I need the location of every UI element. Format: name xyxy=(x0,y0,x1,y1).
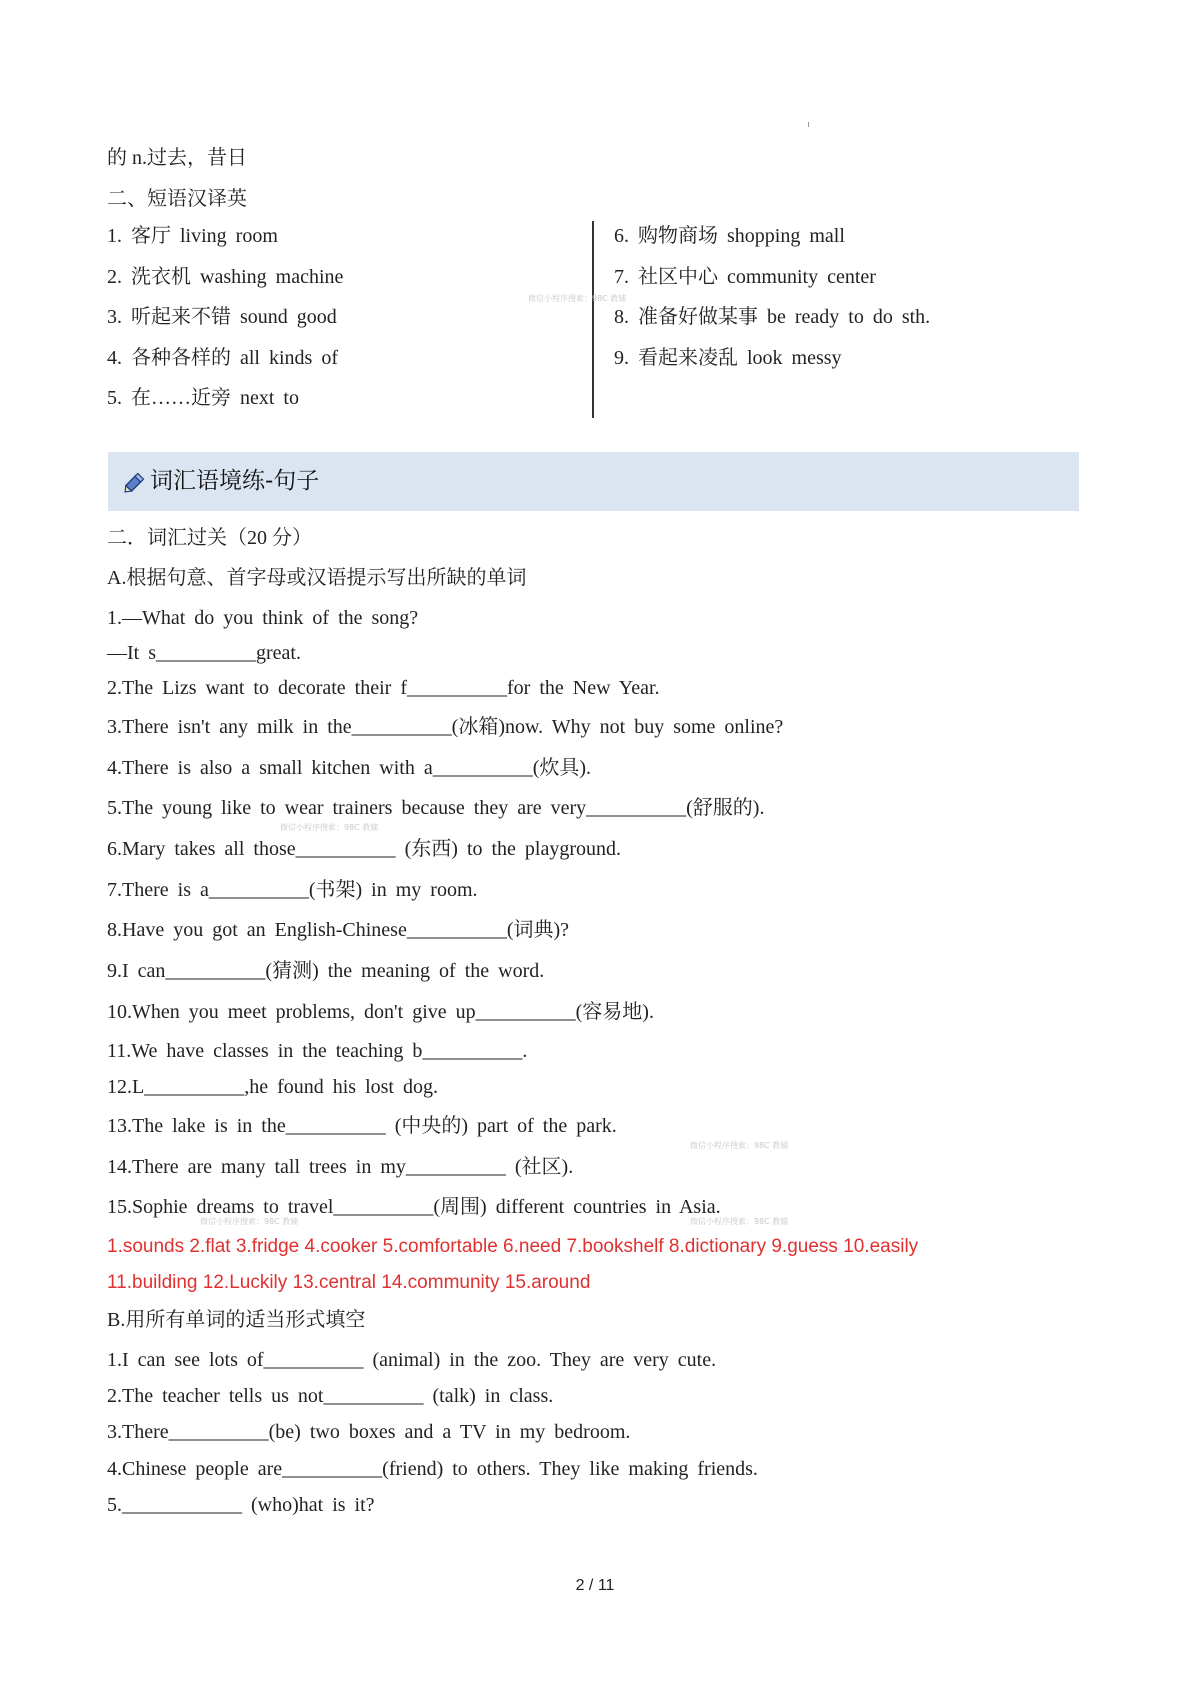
phrase-item: 7. 社区中心 community center xyxy=(614,265,876,288)
page-number: 2 / 11 xyxy=(575,1577,615,1594)
watermark: 微信小程序搜索：98C 教辅 xyxy=(690,1141,789,1150)
section-banner xyxy=(108,452,1079,511)
phrase-item: 5. 在……近旁 next to xyxy=(107,387,299,409)
exercise-item: —It s__________great. xyxy=(107,642,301,664)
exercise-item: 12.L__________,he found his lost dog. xyxy=(107,1076,438,1098)
phrase-item: 8. 准备好做某事 be ready to do sth. xyxy=(614,306,931,328)
exercise-item: 9.I can__________(猜测) the meaning of the word. xyxy=(107,960,545,982)
watermark: 微信小程序搜索：98C 教辅 xyxy=(690,1217,789,1226)
exercise-item: 7.There is a__________(书架) in my room. xyxy=(107,879,478,901)
banner-title: 词汇语境练-句子 xyxy=(150,468,320,494)
exercise-item: 2.The Lizs want to decorate their f__________for the New Year. xyxy=(107,677,660,699)
phrase-item: 4. 各种各样的 all kinds of xyxy=(107,346,338,369)
exercise-item: 5.The young like to wear trainers because they are very__________(舒服的). xyxy=(107,797,765,819)
exercise-item: 8.Have you got an English-Chinese__________(词典)? xyxy=(107,919,570,941)
exercise-item: 3.There isn't any milk in the__________(冰箱)now. Why not buy some online? xyxy=(107,716,784,738)
phrase-item: 9. 看起来凌乱 look messy xyxy=(614,346,842,369)
part-a-instruction: A.根据句意、首字母或汉语提示写出所缺的单词 xyxy=(107,567,527,589)
exercise-item: 15.Sophie dreams to travel__________(周围) different countries in Asia. xyxy=(107,1196,721,1218)
column-divider xyxy=(592,221,594,418)
exercise-item: 4.Chinese people are__________(friend) to others. They like making friends. xyxy=(107,1458,758,1480)
phrase-item: 6. 购物商场 shopping mall xyxy=(614,225,845,247)
exercise-item: 1.I can see lots of__________ (animal) in the zoo. They are very cute. xyxy=(107,1349,717,1371)
phrases-right-column xyxy=(614,223,930,385)
exercise-item: 2.The teacher tells us not__________ (talk) in class. xyxy=(107,1385,554,1407)
header-tick-mark xyxy=(808,122,809,127)
watermark: 微信小程序搜索：98C 教辅 xyxy=(528,294,627,303)
exercise-item: 13.The lake is in the__________ (中央的) part of the park. xyxy=(107,1115,617,1137)
answer-key-line: 1.sounds 2.flat 3.fridge 4.cooker 5.comfortable 6.need 7.bookshelf 8.dictionary 9.guess 10.easily xyxy=(107,1236,919,1257)
phrase-item: 3. 听起来不错 sound good xyxy=(107,306,337,328)
watermark: 微信小程序搜索：98C 教辅 xyxy=(200,1217,299,1226)
phrases-left-column xyxy=(107,223,343,426)
phrase-item: 2. 洗衣机 washing machine xyxy=(107,265,344,288)
exercise-item: 4.There is also a small kitchen with a__________(炊具). xyxy=(107,757,592,779)
pencil-icon xyxy=(122,469,148,500)
part-b-instruction: B.用所有单词的适当形式填空 xyxy=(107,1309,366,1331)
exercise-item: 6.Mary takes all those__________ (东西) to the playground. xyxy=(107,838,622,860)
exercise-item: 10.When you meet problems, don't give up__________(容易地). xyxy=(107,1001,654,1023)
exercise-item: 1.—What do you think of the song? xyxy=(107,607,419,629)
exercise-item: 3.There__________(be) two boxes and a TV in my bedroom. xyxy=(107,1421,631,1443)
exercise-item: 11.We have classes in the teaching b__________. xyxy=(107,1040,528,1062)
intro-line: 的 n.过去，昔日 xyxy=(107,147,247,169)
phrase-item: 1. 客厅 living room xyxy=(107,225,278,247)
watermark: 微信小程序搜索：98C 教辅 xyxy=(280,823,379,832)
section-heading-vocab: 二．词汇过关（20 分） xyxy=(107,527,312,549)
exercise-item: 5.____________ (who)hat is it? xyxy=(107,1494,375,1516)
section-heading-phrases: 二、短语汉译英 xyxy=(107,188,247,210)
exercise-item: 14.There are many tall trees in my__________ (社区). xyxy=(107,1156,574,1178)
answer-key-line: 11.building 12.Luckily 13.central 14.community 15.around xyxy=(107,1272,591,1293)
